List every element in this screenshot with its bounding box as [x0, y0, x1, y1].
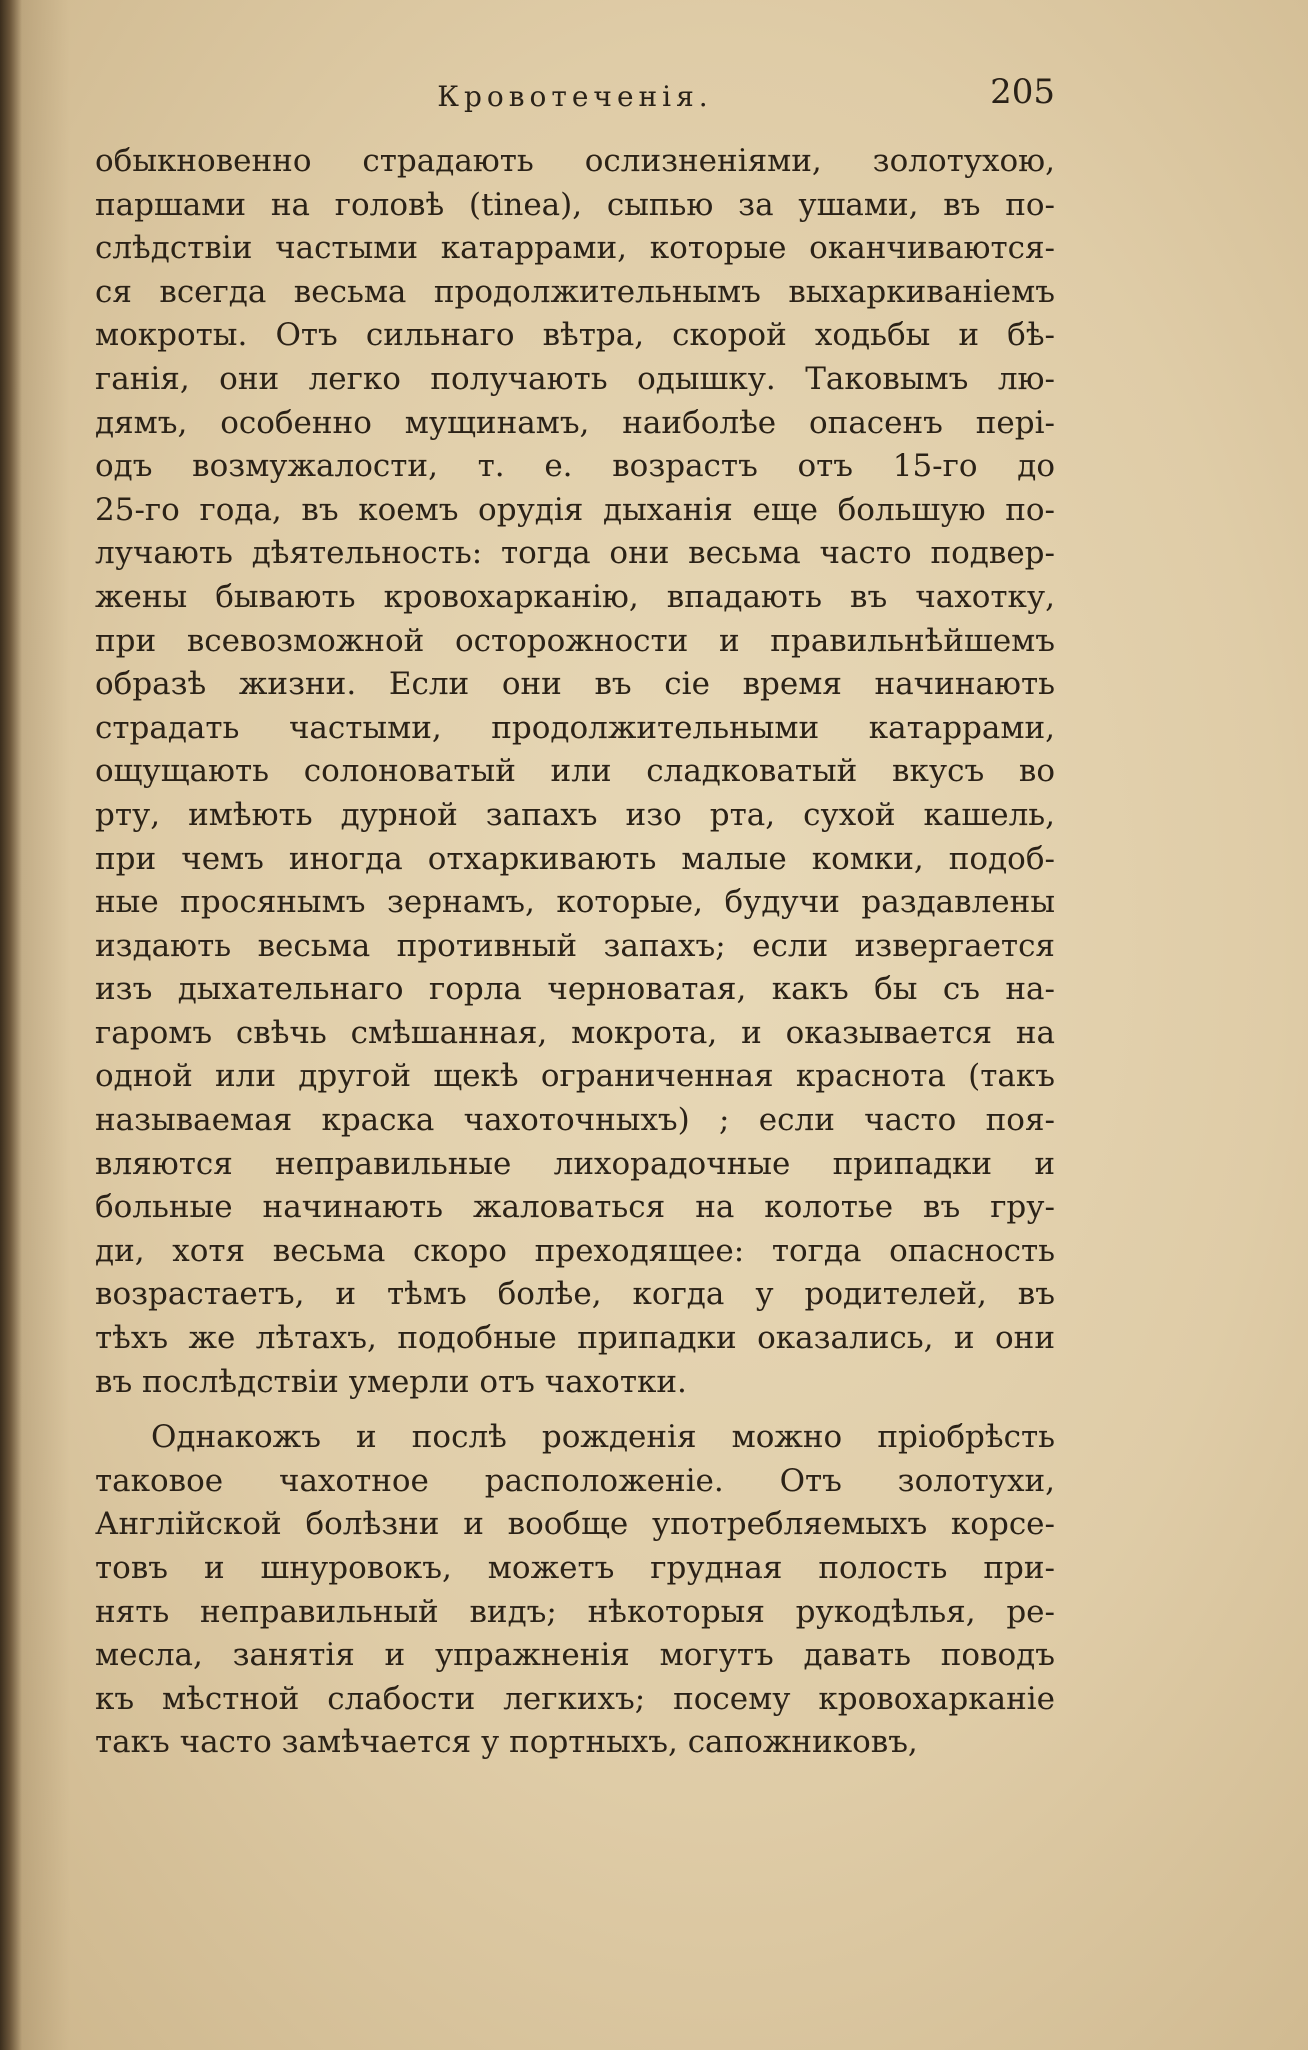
text-line: ганія, они легко получають одышку. Таковымъ лю-: [95, 360, 1055, 397]
text-line: вляются неправильные лихорадочные припадки и: [95, 1145, 1055, 1182]
text-line: таковое чахотное расположеніе. Отъ золотухи,: [95, 1462, 1055, 1499]
text-line: мокроты. Отъ сильнаго вѣтра, скорой ходьбы и бѣ-: [95, 317, 1055, 354]
paragraph-gap: [95, 1404, 1055, 1416]
header-title: Кровотеченія.: [437, 80, 713, 113]
text-line: изъ дыхательнаго горла черноватая, какъ бы съ на-: [95, 971, 1055, 1008]
text-line: Однакожъ и послѣ рожденія можно пріобрѣсть: [151, 1419, 1055, 1456]
text-line: рту, имѣють дурной запахъ изо рта, сухой кашель,: [95, 796, 1055, 833]
text-line: ные просянымъ зернамъ, которые, будучи раздавлены: [95, 884, 1055, 921]
text-line: ся всегда весьма продолжительнымъ выхаркиваніемъ: [95, 273, 1055, 310]
text-line: страдать частыми, продолжительными катаррами,: [95, 709, 1055, 746]
text-line: при всевозможной осторожности и правильнѣйшемъ: [95, 622, 1055, 659]
text-line: при чемъ иногда отхаркивають малые комки, подоб-: [95, 840, 1055, 877]
text-line: называемая краска чахоточныхъ) ; если часто поя-: [95, 1102, 1055, 1139]
text-line: одной или другой щекѣ ограниченная краснота (такъ: [95, 1058, 1055, 1095]
text-line: ди, хотя весьма скоро преходящее: тогда опасность: [95, 1232, 1055, 1269]
text-line: лучають дѣятельность: тогда они весьма часто подвер-: [95, 535, 1055, 572]
body-text: [95, 140, 1055, 1765]
text-line: месла, занятія и упражненія могутъ давать поводъ: [95, 1637, 1055, 1674]
text-line: слѣдствіи частыми катаррами, которые оканчиваются-: [95, 230, 1055, 267]
text-line: издають весьма противный запахъ; если извергается: [95, 927, 1055, 964]
text-line: жены бывають кровохарканію, впадають въ чахотку,: [95, 578, 1055, 615]
text-line: обыкновенно страдають ослизненіями, золотухою,: [95, 143, 1055, 179]
text-line: тѣхъ же лѣтахъ, подобные припадки оказались, и они: [95, 1320, 1055, 1357]
text-line: къ мѣстной слабости легкихъ; посему кровохарканіе: [95, 1680, 1055, 1717]
text-line: ощущають солоноватый или сладковатый вкусъ во: [95, 753, 1055, 790]
text-line: возрастаетъ, и тѣмъ болѣе, когда у родителей, въ: [95, 1276, 1055, 1313]
text-line: паршами на головѣ (tinea), сыпью за ушами, въ по-: [95, 186, 1055, 223]
text-line: такъ часто замѣчается у портныхъ, сапожниковъ,: [95, 1724, 918, 1761]
text-line: одъ возмужалости, т. е. возрастъ отъ 15-го до: [95, 448, 1055, 485]
text-line: товъ и шнуровокъ, можетъ грудная полость при-: [95, 1550, 1055, 1586]
text-line: въ послѣдствіи умерли отъ чахотки.: [95, 1363, 687, 1400]
text-line: образѣ жизни. Если они въ сіе время начинають: [95, 666, 1055, 703]
page-number: 205: [990, 72, 1055, 112]
text-line: Англійской болѣзни и вообще употребляемыхъ корсе-: [95, 1506, 1055, 1543]
text-line: гаромъ свѣчь смѣшанная, мокрота, и оказывается на: [95, 1014, 1055, 1051]
text-line: дямъ, особенно мущинамъ, наиболѣе опасенъ перi-: [95, 404, 1055, 441]
binding-edge: [0, 0, 22, 2050]
paragraph: [95, 140, 1055, 1404]
text-line: нять неправильный видъ; нѣкоторыя рукодѣлья, ре-: [95, 1593, 1055, 1630]
text-line: больные начинають жаловаться на колотье въ гру-: [95, 1189, 1055, 1226]
text-line: 25-го года, въ коемъ орудія дыханія еще большую по-: [95, 491, 1055, 528]
running-header: [95, 72, 1055, 132]
paragraph: [95, 1416, 1055, 1765]
